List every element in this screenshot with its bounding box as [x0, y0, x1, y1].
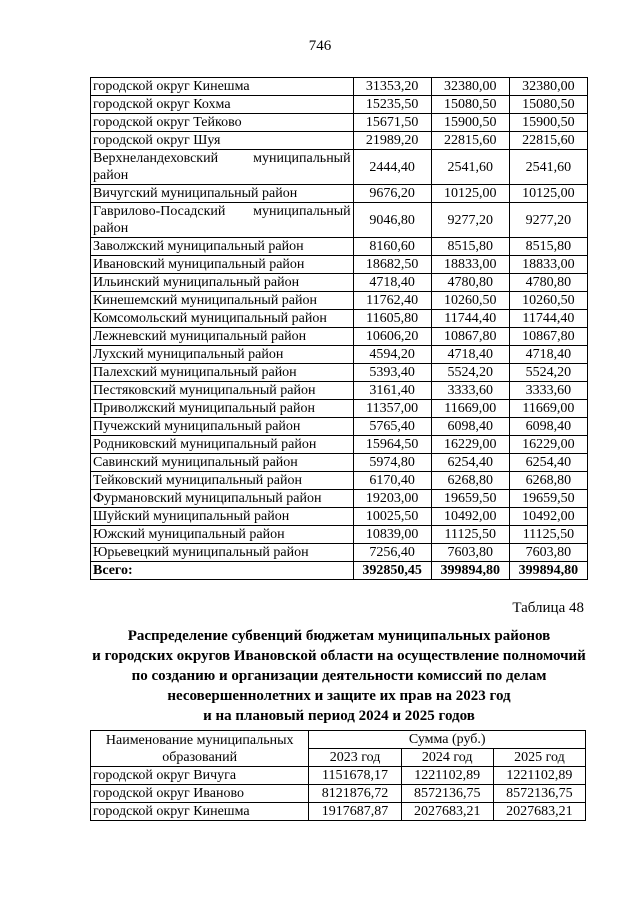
amount-2023: 19203,00	[353, 490, 431, 508]
amount-2023: 9676,20	[353, 185, 431, 203]
municipality-name: Савинский муниципальный район	[91, 454, 354, 472]
amount-2023: 392850,45	[353, 562, 431, 580]
municipality-name: Ильинский муниципальный район	[91, 274, 354, 292]
amount-2023: 10606,20	[353, 328, 431, 346]
amount-2023: 4594,20	[353, 346, 431, 364]
title-line: несовершеннолетних и защите их прав на 2023 год	[167, 688, 511, 704]
table-label: Таблица 48	[512, 600, 584, 616]
amount-2023: 7256,40	[353, 544, 431, 562]
amount-2025: 2541,60	[509, 150, 587, 185]
table-row	[91, 310, 588, 328]
amount-2024: 3333,60	[431, 382, 509, 400]
amount-2024: 8572136,75	[401, 785, 493, 803]
municipality-name: Ивановский муниципальный район	[91, 256, 354, 274]
amount-2023: 5393,40	[353, 364, 431, 382]
amount-2023: 4718,40	[353, 274, 431, 292]
table-row	[91, 150, 588, 185]
municipality-name: Пучежский муниципальный район	[91, 418, 354, 436]
total-row	[91, 562, 588, 580]
amount-2024: 399894,80	[431, 562, 509, 580]
amount-2025: 15080,50	[509, 96, 587, 114]
municipality-name: Комсомольский муниципальный район	[91, 310, 354, 328]
municipality-name: Кинешемский муниципальный район	[91, 292, 354, 310]
amount-2024: 4718,40	[431, 346, 509, 364]
amount-2024: 1221102,89	[401, 767, 493, 785]
municipality-name: Фурмановский муниципальный район	[91, 490, 354, 508]
municipality-name: Всего:	[91, 562, 354, 580]
municipality-name: городской округ Вичуга	[91, 767, 309, 785]
municipality-name: Родниковский муниципальный район	[91, 436, 354, 454]
amount-2024: 6268,80	[431, 472, 509, 490]
municipality-name: Пестяковский муниципальный район	[91, 382, 354, 400]
table-row	[91, 544, 588, 562]
municipality-name: городской округ Шуя	[91, 132, 354, 150]
municipality-name: Юрьевецкий муниципальный район	[91, 544, 354, 562]
amount-2025: 6098,40	[509, 418, 587, 436]
table-row	[91, 238, 588, 256]
amount-2025: 10492,00	[509, 508, 587, 526]
municipality-name	[91, 150, 354, 185]
amount-2025: 8572136,75	[493, 785, 585, 803]
table-row	[91, 785, 586, 803]
table-row	[91, 382, 588, 400]
municipality-name: городской округ Кинешма	[91, 78, 354, 96]
amount-2025: 8515,80	[509, 238, 587, 256]
amount-2023: 1917687,87	[309, 803, 401, 821]
amount-2024: 10867,80	[431, 328, 509, 346]
table-row	[91, 526, 588, 544]
amount-2024: 6098,40	[431, 418, 509, 436]
amount-2025: 6268,80	[509, 472, 587, 490]
table-row	[91, 96, 588, 114]
amount-2025: 15900,50	[509, 114, 587, 132]
title-line: Распределение субвенций бюджетам муниципальных районов	[127, 628, 551, 644]
amount-2023: 5974,80	[353, 454, 431, 472]
amount-2025: 22815,60	[509, 132, 587, 150]
municipality-name: Южский муниципальный район	[91, 526, 354, 544]
table-row	[91, 185, 588, 203]
municipality-name: Тейковский муниципальный район	[91, 472, 354, 490]
amount-2024: 16229,00	[431, 436, 509, 454]
amount-2025: 2027683,21	[493, 803, 585, 821]
table-row	[91, 328, 588, 346]
header-year-2024: 2024 год	[401, 749, 493, 767]
amount-2025: 11669,00	[509, 400, 587, 418]
amount-2023: 6170,40	[353, 472, 431, 490]
table-row	[91, 490, 588, 508]
municipality-name: городской округ Кохма	[91, 96, 354, 114]
amount-2025: 10125,00	[509, 185, 587, 203]
municipality-name: городской округ Иваново	[91, 785, 309, 803]
amount-2024: 15080,50	[431, 96, 509, 114]
page-number: 746	[308, 38, 332, 54]
amount-2023: 11762,40	[353, 292, 431, 310]
amount-2023: 21989,20	[353, 132, 431, 150]
amount-2023: 3161,40	[353, 382, 431, 400]
table-row	[91, 132, 588, 150]
amount-2023: 10025,50	[353, 508, 431, 526]
header-year-2023: 2023 год	[309, 749, 401, 767]
amount-2025: 11125,50	[509, 526, 587, 544]
amount-2025: 1221102,89	[493, 767, 585, 785]
municipality-name: Лухский муниципальный район	[91, 346, 354, 364]
municipality-name: Шуйский муниципальный район	[91, 508, 354, 526]
table-row	[91, 292, 588, 310]
amount-2024: 4780,80	[431, 274, 509, 292]
table-row	[91, 508, 588, 526]
table-row	[91, 346, 588, 364]
title-line: и городских округов Ивановской области на осуществление полномочий	[92, 648, 586, 664]
amount-2024: 18833,00	[431, 256, 509, 274]
municipality-name: Заволжский муниципальный район	[91, 238, 354, 256]
header-name: Наименование муниципальных образований	[91, 731, 309, 767]
amount-2023: 9046,80	[353, 203, 431, 238]
table-row	[91, 274, 588, 292]
amount-2025: 10260,50	[509, 292, 587, 310]
municipality-name: городской округ Тейково	[91, 114, 354, 132]
amount-2024: 2541,60	[431, 150, 509, 185]
municipality-name: городской округ Кинешма	[91, 803, 309, 821]
amount-2023: 15235,50	[353, 96, 431, 114]
municipality-name: Палехский муниципальный район	[91, 364, 354, 382]
municipality-name: Вичугский муниципальный район	[91, 185, 354, 203]
amount-2025: 7603,80	[509, 544, 587, 562]
amount-2023: 15964,50	[353, 436, 431, 454]
amount-2025: 4780,80	[509, 274, 587, 292]
municipality-name: Лежневский муниципальный район	[91, 328, 354, 346]
amount-2024: 11744,40	[431, 310, 509, 328]
amount-2024: 10125,00	[431, 185, 509, 203]
header-year-2025: 2025 год	[493, 749, 585, 767]
table-title	[60, 626, 618, 726]
amount-2024: 19659,50	[431, 490, 509, 508]
amount-2023: 15671,50	[353, 114, 431, 132]
amount-2024: 15900,50	[431, 114, 509, 132]
amount-2023: 8121876,72	[309, 785, 401, 803]
table-row	[91, 472, 588, 490]
amount-2024: 2027683,21	[401, 803, 493, 821]
table-row	[91, 436, 588, 454]
amount-2025: 3333,60	[509, 382, 587, 400]
amount-2023: 11357,00	[353, 400, 431, 418]
amount-2023: 2444,40	[353, 150, 431, 185]
table-row	[91, 114, 588, 132]
amount-2025: 16229,00	[509, 436, 587, 454]
amount-2025: 32380,00	[509, 78, 587, 96]
amount-2023: 18682,50	[353, 256, 431, 274]
amount-2025: 6254,40	[509, 454, 587, 472]
amount-2024: 22815,60	[431, 132, 509, 150]
table-row	[91, 78, 588, 96]
table-row	[91, 400, 588, 418]
amount-2023: 1151678,17	[309, 767, 401, 785]
table-row	[91, 803, 586, 821]
amount-2023: 5765,40	[353, 418, 431, 436]
table-row	[91, 203, 588, 238]
table-row	[91, 767, 586, 785]
header-sum: Сумма (руб.)	[309, 731, 586, 749]
amount-2024: 7603,80	[431, 544, 509, 562]
amount-2025: 5524,20	[509, 364, 587, 382]
amount-2024: 5524,20	[431, 364, 509, 382]
amount-2024: 8515,80	[431, 238, 509, 256]
amount-2025: 11744,40	[509, 310, 587, 328]
municipality-name	[91, 203, 354, 238]
amount-2023: 11605,80	[353, 310, 431, 328]
amount-2024: 32380,00	[431, 78, 509, 96]
table-row	[91, 454, 588, 472]
amount-2025: 19659,50	[509, 490, 587, 508]
amount-2025: 399894,80	[509, 562, 587, 580]
subvention-table-continued	[90, 77, 588, 580]
amount-2023: 8160,60	[353, 238, 431, 256]
title-line: и на плановый период 2024 и 2025 годов	[203, 708, 475, 724]
amount-2025: 4718,40	[509, 346, 587, 364]
amount-2024: 11125,50	[431, 526, 509, 544]
amount-2025: 10867,80	[509, 328, 587, 346]
municipality-name: Приволжский муниципальный район	[91, 400, 354, 418]
amount-2025: 9277,20	[509, 203, 587, 238]
table-row	[91, 256, 588, 274]
amount-2024: 9277,20	[431, 203, 509, 238]
municipality-name-text: Гаврилово-Посадский муниципальный район	[93, 204, 351, 236]
amount-2024: 10492,00	[431, 508, 509, 526]
commission-subvention-table	[90, 730, 586, 821]
title-line: по созданию и организации деятельности комиссий по делам	[131, 668, 547, 684]
table-row	[91, 364, 588, 382]
amount-2023: 31353,20	[353, 78, 431, 96]
amount-2024: 11669,00	[431, 400, 509, 418]
amount-2025: 18833,00	[509, 256, 587, 274]
table-row	[91, 418, 588, 436]
amount-2024: 6254,40	[431, 454, 509, 472]
amount-2023: 10839,00	[353, 526, 431, 544]
amount-2024: 10260,50	[431, 292, 509, 310]
municipality-name-text: Верхнеландеховский муниципальный район	[93, 151, 351, 183]
